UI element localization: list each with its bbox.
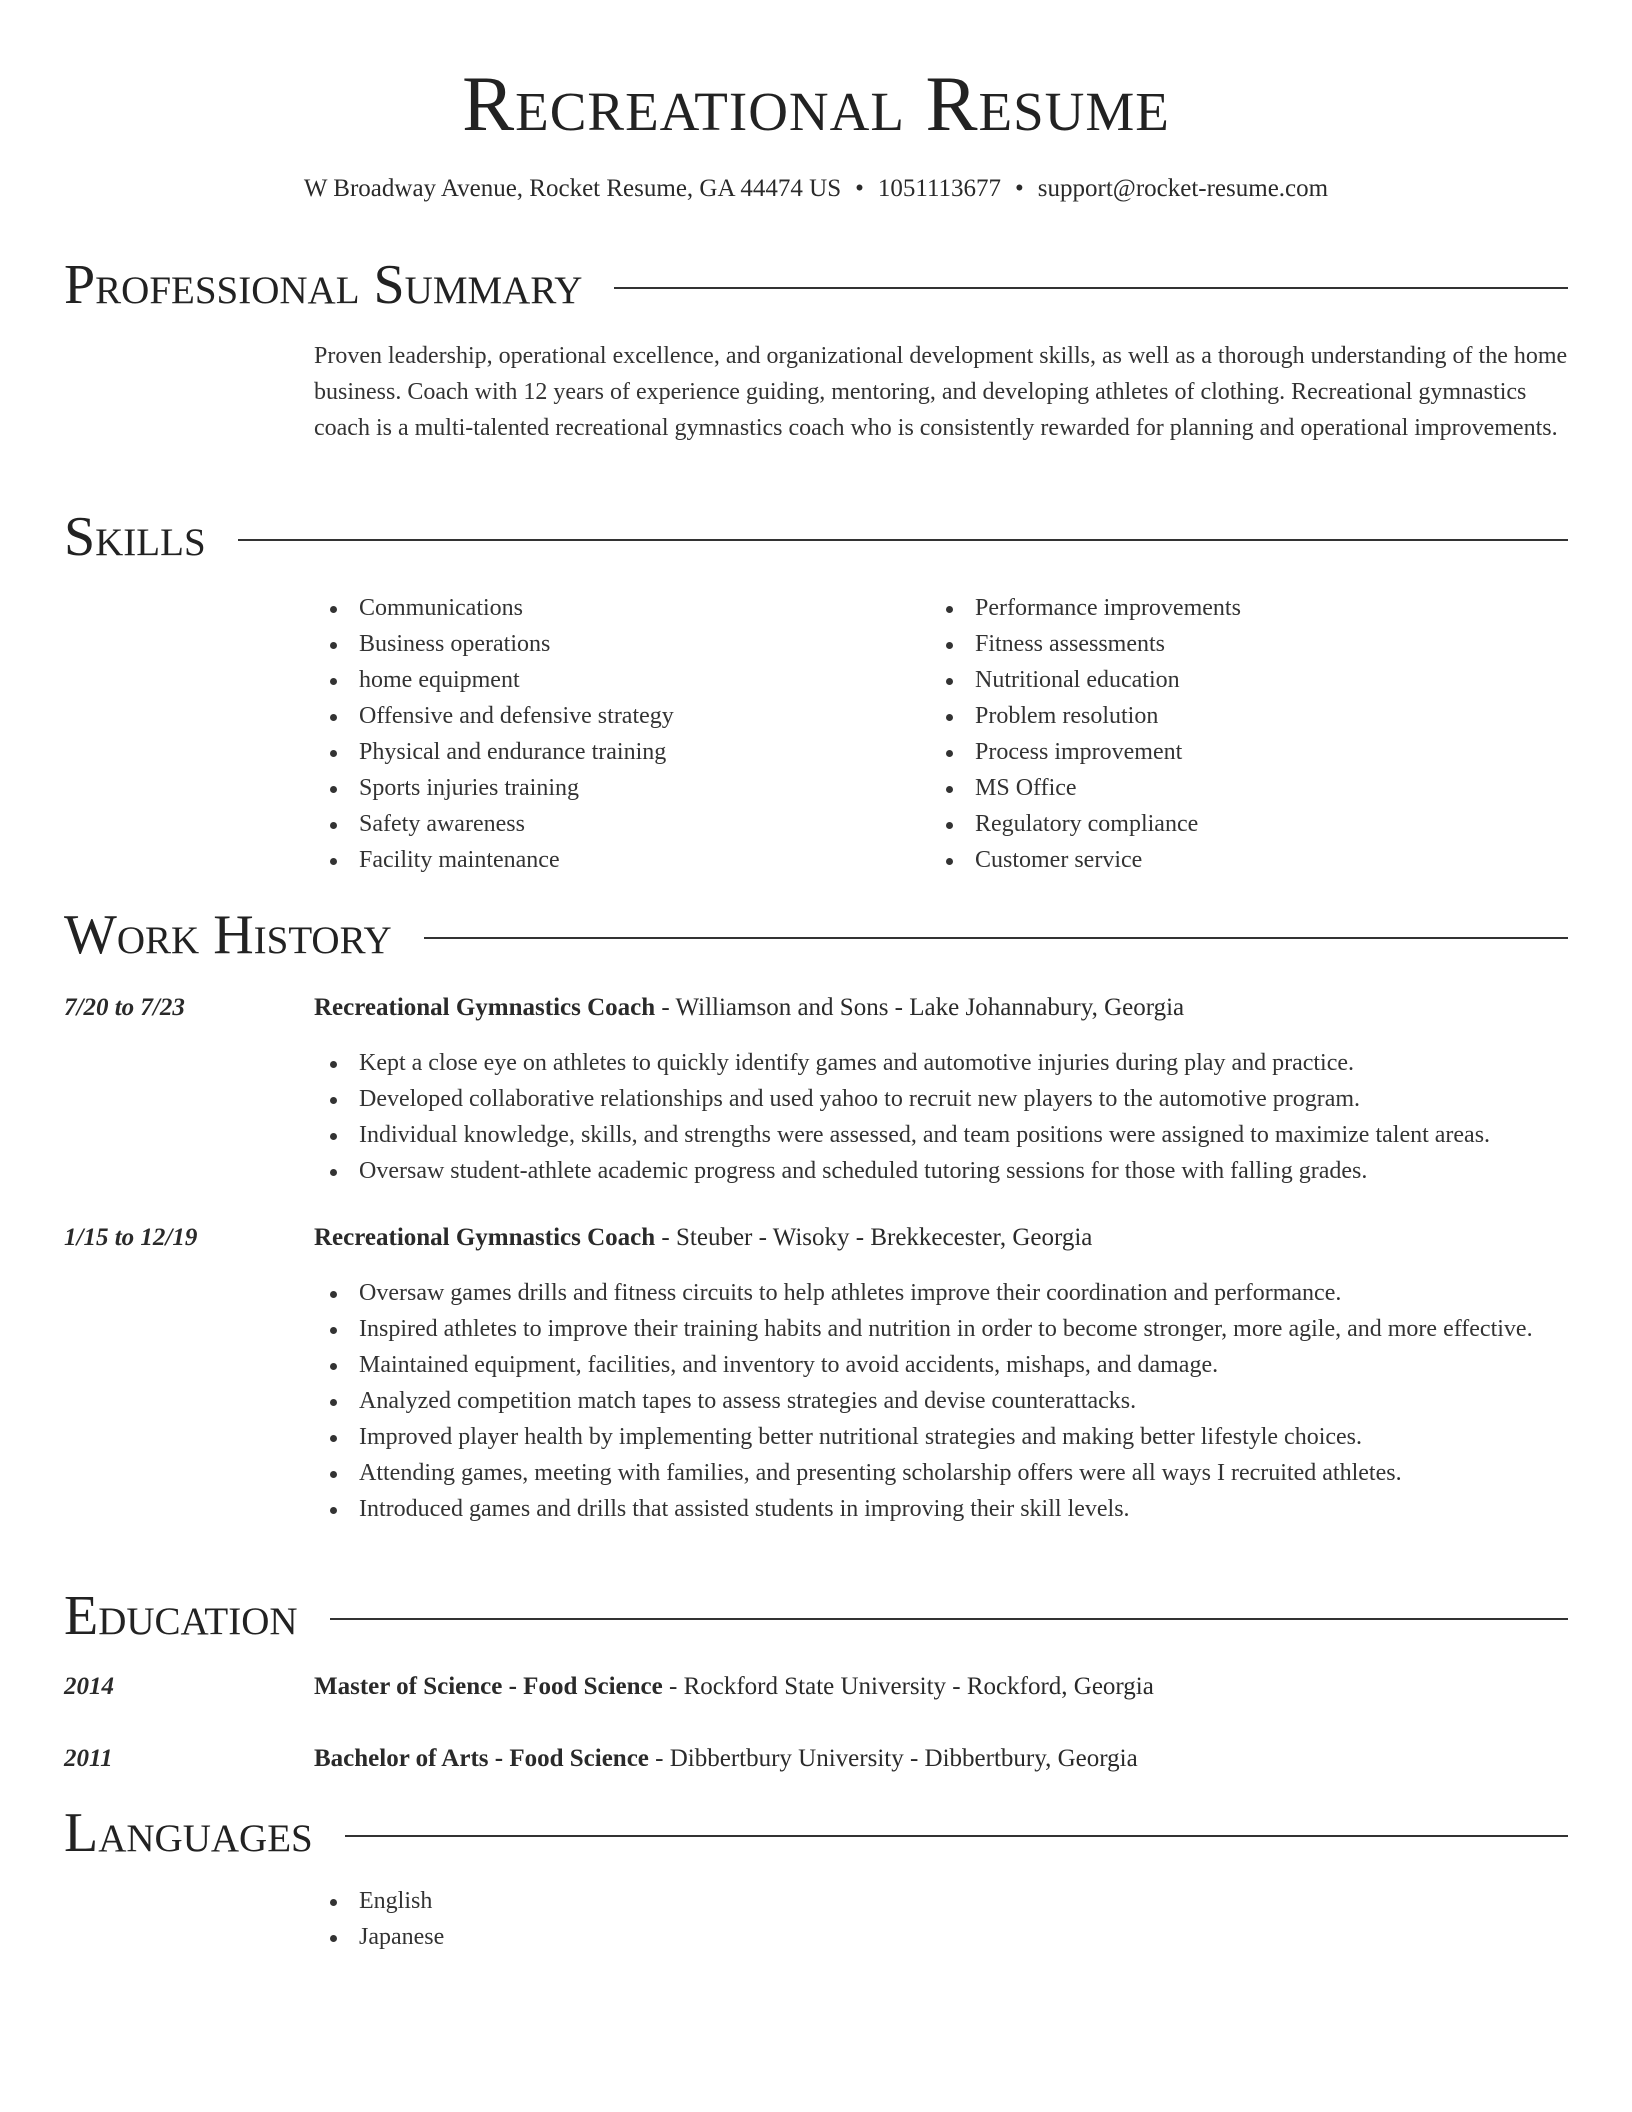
job-dates: 7/20 to 7/23 (64, 994, 185, 1021)
languages-list (314, 1883, 1568, 1955)
education-entry (314, 1741, 1568, 1777)
job-bullet: Improved player health by implementing better nutritional strategies and making better lifestyle choices. (314, 1419, 1568, 1455)
language-item: Japanese (314, 1919, 1568, 1955)
job-dates: 1/15 to 12/19 (64, 1224, 198, 1251)
job-bullet: Oversaw student-athlete academic progress and scheduled tutoring sessions for those with falling grades. (314, 1153, 1568, 1189)
section-divider (345, 1835, 1568, 1837)
section-title-work: Work History (64, 904, 392, 966)
skill-item: Physical and endurance training (314, 734, 914, 770)
skill-item: Regulatory compliance (930, 806, 1530, 842)
job-bullet: Introduced games and drills that assisted students in improving their skill levels. (314, 1491, 1568, 1527)
education-degree: Bachelor of Arts - Food Science (314, 1745, 649, 1772)
skill-item: MS Office (930, 770, 1530, 806)
skill-item: Performance improvements (930, 590, 1530, 626)
job-bullets (314, 1275, 1568, 1527)
work-section-header (64, 902, 1568, 968)
section-divider (614, 287, 1568, 289)
job-bullet: Maintained equipment, facilities, and inventory to avoid accidents, mishaps, and damage. (314, 1347, 1568, 1383)
job-bullet: Individual knowledge, skills, and strengths were assessed, and team positions were assigned to maximize talent areas. (314, 1117, 1568, 1153)
section-title-languages: Languages (64, 1802, 313, 1864)
contact-email: support@rocket-resume.com (1037, 175, 1329, 202)
job-bullet: Developed collaborative relationships and used yahoo to recruit new players to the automotive program. (314, 1081, 1568, 1117)
contact-address: W Broadway Avenue, Rocket Resume, GA 44474 US (303, 175, 842, 202)
skill-item: Business operations (314, 626, 914, 662)
education-degree: Master of Science - Food Science (314, 1673, 663, 1700)
languages-section-header (64, 1800, 1568, 1866)
section-title-summary: Professional Summary (64, 254, 583, 316)
skill-item: Safety awareness (314, 806, 914, 842)
education-section-header (64, 1583, 1568, 1649)
resume-name: Recreational Resume (462, 60, 1170, 147)
education-year: 2011 (64, 1745, 113, 1772)
job-bullet: Kept a close eye on athletes to quickly identify games and automotive injuries during play and practice. (314, 1045, 1568, 1081)
job-bullet: Oversaw games drills and fitness circuits to help athletes improve their coordination and performance. (314, 1275, 1568, 1311)
skills-section-header (64, 504, 1568, 570)
education-year: 2014 (64, 1673, 114, 1700)
contact-line (0, 172, 1632, 206)
job-title-line (314, 990, 1568, 1026)
job-title-line (314, 1220, 1568, 1256)
skills-list-right (930, 590, 1530, 878)
skill-item: Fitness assessments (930, 626, 1530, 662)
skills-list-left (314, 590, 914, 878)
job-employer: - Steuber - Wisoky - Brekkecester, Georgia (655, 1224, 1093, 1251)
skill-item: home equipment (314, 662, 914, 698)
education-entry (314, 1669, 1568, 1705)
skill-item: Process improvement (930, 734, 1530, 770)
job-bullets (314, 1045, 1568, 1189)
skill-item: Facility maintenance (314, 842, 914, 878)
section-divider (238, 539, 1568, 541)
job-bullet: Inspired athletes to improve their training habits and nutrition in order to become stronger, more agile, and more effective. (314, 1311, 1568, 1347)
contact-separator: • (1015, 175, 1024, 202)
summary-section-header (64, 252, 1568, 318)
skill-item: Problem resolution (930, 698, 1530, 734)
education-school: - Dibbertbury University - Dibbertbury, Georgia (648, 1745, 1138, 1772)
language-item: English (314, 1883, 1568, 1919)
job-role: Recreational Gymnastics Coach (314, 994, 656, 1021)
skill-item: Customer service (930, 842, 1530, 878)
job-bullet: Attending games, meeting with families, and presenting scholarship offers were all ways I recruited athletes. (314, 1455, 1568, 1491)
contact-phone: 1051113677 (877, 175, 1002, 202)
skill-item: Communications (314, 590, 914, 626)
section-divider (330, 1618, 1568, 1620)
skill-item: Offensive and defensive strategy (314, 698, 914, 734)
summary-text: Proven leadership, operational excellence, and organizational development skills, as well as a thorough understanding of the home business. Coach with 12 years of experience guiding, mentoring, and developing athletes of clothing. Recreational gymnastics coach is a multi-talented recreational gymnastics coach who is consistently rewarded for planning and operational improvements. (314, 343, 1568, 441)
skill-item: Nutritional education (930, 662, 1530, 698)
education-school: - Rockford State University - Rockford, Georgia (662, 1673, 1154, 1700)
section-title-education: Education (64, 1585, 298, 1647)
section-title-skills: Skills (64, 506, 206, 568)
job-role: Recreational Gymnastics Coach (314, 1224, 656, 1251)
job-bullet: Analyzed competition match tapes to assess strategies and devise counterattacks. (314, 1383, 1568, 1419)
skill-item: Sports injuries training (314, 770, 914, 806)
section-divider (424, 937, 1568, 939)
contact-separator: • (855, 175, 864, 202)
job-employer: - Williamson and Sons - Lake Johannabury, Georgia (655, 994, 1185, 1021)
